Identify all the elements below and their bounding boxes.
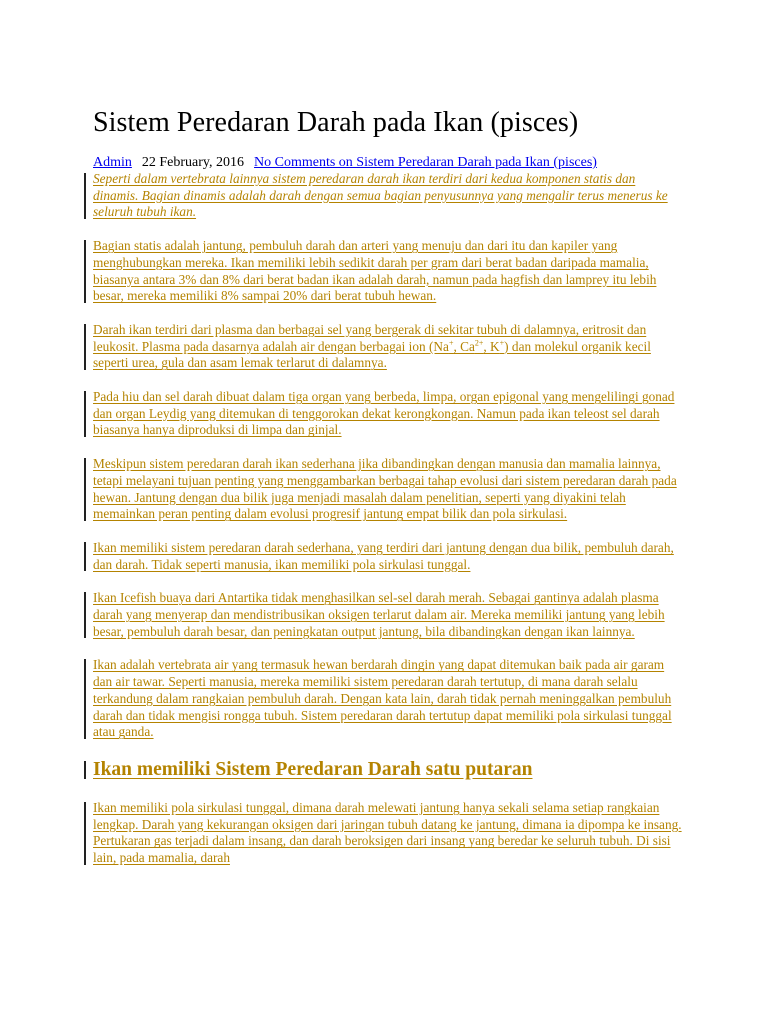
post-meta: [93, 154, 683, 171]
paragraph-closed-system: Ikan adalah vertebrata air yang termasuk hewan berdarah dingin yang dapat ditemukan baik pada air garam dan air tawar. Seperti manusia, mereka memiliki sistem peredaran darah tertutup, di mana darah selalu terkandung dalam rangkaian pembuluh darah. Dengan kata lain, darah tidak pernah meninggalkan pembuluh darah dan tidak mengisi rongga tubuh. Sistem peredaran darah tertutup dapat memiliki pola sirkulasi tunggal atau ganda.: [93, 657, 683, 741]
quote-bar: [84, 592, 86, 638]
quote-bar: [84, 802, 86, 865]
quote-bar: [84, 458, 86, 521]
quote-bar: [84, 659, 86, 739]
paragraph-single-circulation: Ikan memiliki pola sirkulasi tunggal, dimana darah melewati jantung hanya sekali selama setiap rangkaian lengkap. Darah yang kekurangan oksigen dari jaringan tubuh datang ke jantung, dimana ia dipompa ke insang. Pertukaran gas terjadi dalam insang, dan darah beroksigen dari insang yang beredar ke seluruh tubuh. Di sisi lain, pada mamalia, darah: [93, 800, 683, 867]
author-link[interactable]: Admin: [93, 155, 132, 170]
quote-bar: [84, 542, 86, 571]
comments-link[interactable]: No Comments on Sistem Peredaran Darah pada Ikan (pisces): [254, 155, 597, 170]
article: [93, 104, 683, 867]
paragraph-blood-composition: Darah ikan terdiri dari plasma dan berbagai sel yang bergerak di sekitar tubuh di dalamnya, eritrosit dan leukosit. Plasma pada dasarnya adalah air dengan berbagai ion (Na+, $Ca^{2+}$, K+) dan molekul organik kecil seperti urea, gula dan asam lemak terlarut di dalamnya.: [93, 322, 683, 372]
paragraph-static-parts: Bagian statis adalah jantung, pembuluh darah dan arteri yang menuju dan dari itu dan kapiler yang menghubungkan mereka. Ikan memiliki lebih sedikit darah per gram dari berat badan daripada mamalia, biasanya antara 3% dan 8% dari berat badan ikan adalah darah, namun pada hagfish dan lamprey itu lebih besar, mereka memiliki 8% sampai 20% dari berat tubuh hewan.: [93, 238, 683, 305]
page-title: Sistem Peredaran Darah pada Ikan (pisces): [93, 107, 579, 138]
paragraph-intro: Seperti dalam vertebrata lainnya sistem peredaran darah ikan terdiri dari kedua komponen statis dan dinamis. Bagian dinamis adalah darah dengan semua bagian penyusunnya yang mengalir terus menerus ke seluruh tubuh ikan.: [93, 171, 683, 221]
quote-bar: [84, 324, 86, 370]
paragraph-simple-system: Ikan memiliki sistem peredaran darah sederhana, yang terdiri dari jantung dengan dua bilik, pembuluh darah, dan darah. Tidak seperti manusia, ikan memiliki pola sirkulasi tunggal.: [93, 540, 683, 573]
paragraph-evolution: Meskipun sistem peredaran darah ikan sederhana jika dibandingkan dengan manusia dan mamalia lainnya, tetapi melayani tujuan penting yang menggambarkan berbagai tahap evolusi dari sistem peredaran darah pada hewan. Jantung dengan dua bilik juga menjadi masalah dalam penelitian, seperti yang diyakini telah memainkan peran penting dalam evolusi progresif jantung empat bilik dan pola sirkulasi.: [93, 456, 683, 523]
quote-bar: [84, 240, 86, 303]
quote-bar: [84, 391, 86, 437]
quote-bar: [84, 761, 86, 779]
post-date: 22 February, 2016: [141, 155, 245, 170]
paragraph-icefish: Ikan Icefish buaya dari Antartika tidak menghasilkan sel-sel darah merah. Sebagai gantinya adalah plasma darah yang menyerap dan mendistribusikan oksigen terlarut dalam air. Mereka memiliki jantung yang lebih besar, pembuluh darah besar, dan peningkatan output jantung, bila dibandingkan dengan ikan lainnya.: [93, 590, 683, 640]
paragraph-blood-cell-organs: Pada hiu dan sel darah dibuat dalam tiga organ yang berbeda, limpa, organ epigonal yang mengelilingi gonad dan organ Leydig yang ditemukan di tenggorokan dekat kerongkongan. Namun pada ikan teleost sel darah biasanya hanya diproduksi di limpa dan ginjal.: [93, 389, 683, 439]
quote-bar: [84, 173, 86, 219]
section-heading: Ikan memiliki Sistem Peredaran Darah satu putaran: [93, 757, 683, 783]
